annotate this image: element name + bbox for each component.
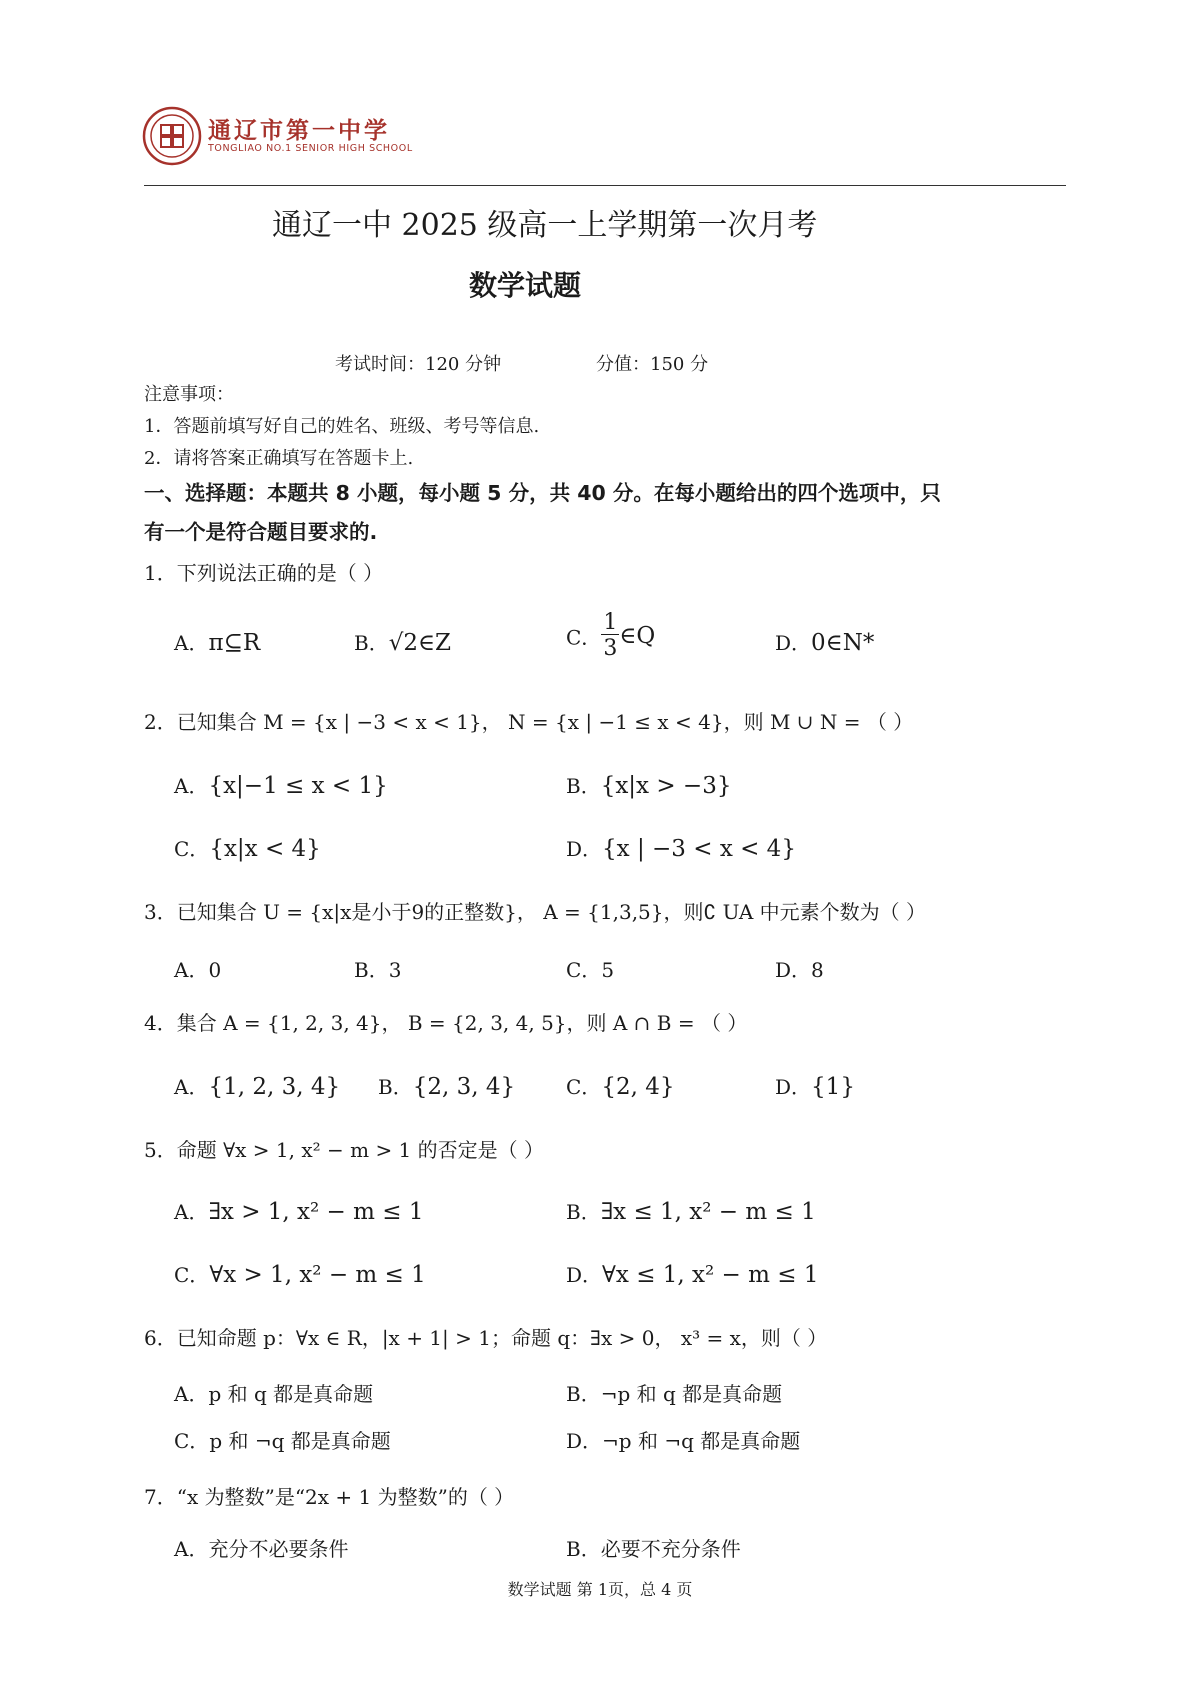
- option-label: C．: [566, 958, 602, 982]
- school-logo-icon: [142, 106, 202, 166]
- option-2d: [566, 833, 796, 862]
- option-math: {1, 2, 3, 4}: [208, 1074, 341, 1100]
- option-math: {2, 3, 4}: [412, 1074, 516, 1100]
- notes-heading: 注意事项：: [144, 384, 234, 405]
- fraction-numerator: 1: [603, 610, 618, 635]
- question-1: [144, 557, 383, 586]
- note-item: 1．答题前填写好自己的姓名、班级、考号等信息.: [144, 416, 540, 437]
- option-math: ¬p 和 ¬q 都是真命题: [602, 1429, 801, 1453]
- question-6: [144, 1322, 827, 1351]
- question-number: 6．: [144, 1326, 177, 1350]
- option-math: π⊆R: [208, 630, 261, 656]
- option-math: ¬p 和 q 都是真命题: [600, 1382, 783, 1406]
- option-4b: [378, 1071, 515, 1100]
- option-math: ∀x > 1, x² − m ≤ 1: [209, 1262, 426, 1288]
- question-text: 下列说法正确的是（ ）: [176, 561, 384, 585]
- option-math: ∈Q: [619, 623, 656, 649]
- option-label: B．: [566, 1537, 601, 1561]
- option-label: B．: [566, 1382, 601, 1406]
- question-text: 已知命题 p：∀x ∈ R，|x + 1| > 1；命题 q：∃x > 0， x³ = x，则（ ）: [176, 1326, 828, 1350]
- option-1d: [775, 627, 874, 656]
- option-6a: [174, 1378, 373, 1407]
- question-number: 3．: [144, 900, 177, 924]
- option-3b: [354, 954, 401, 983]
- option-label: D．: [775, 958, 812, 982]
- question-text: “x 为整数”是“2x + 1 为整数”的（ ）: [176, 1485, 515, 1509]
- question-text: 已知集合 U = {x|x是小于9的正整数}， A = {1,3,5}，则∁ UA 中元素个数为（ ）: [176, 900, 926, 924]
- exam-subject: 数学试题: [469, 269, 582, 302]
- option-7b: [566, 1533, 741, 1562]
- option-math: ∃x > 1, x² − m ≤ 1: [208, 1199, 424, 1225]
- question-text: 已知集合 M = {x | −3 < x < 1}， N = {x | −1 ≤ x < 4}，则 M ∪ N = （ ）: [176, 710, 914, 734]
- option-math: p 和 ¬q 都是真命题: [209, 1429, 391, 1453]
- exam-score: 分值：150 分: [596, 354, 709, 375]
- option-6d: [566, 1425, 800, 1454]
- section-heading: 一、选择题：本题共 8 小题，每小题 5 分，共 40 分。在每小题给出的四个选项中，只: [144, 481, 941, 505]
- option-label: C．: [174, 1429, 210, 1453]
- option-math: {x|−1 ≤ x < 1}: [208, 773, 388, 799]
- option-6b: [566, 1378, 782, 1407]
- option-1b: [354, 627, 451, 656]
- option-3d: [775, 954, 824, 983]
- option-math: √2∈Z: [388, 630, 451, 656]
- option-math: p 和 q 都是真命题: [208, 1382, 374, 1406]
- option-2a: [174, 770, 388, 799]
- option-label: B．: [354, 631, 389, 655]
- question-5: [144, 1134, 544, 1163]
- question-number: 1．: [144, 561, 177, 585]
- question-7: [144, 1481, 514, 1510]
- exam-title: 通辽一中 2025 级高一上学期第一次月考: [272, 208, 818, 243]
- option-math: {x|x > −3}: [600, 773, 732, 799]
- fraction-denominator: 3: [603, 636, 618, 661]
- option-math: 3: [388, 958, 402, 982]
- option-6c: [174, 1425, 391, 1454]
- option-label: B．: [378, 1075, 413, 1099]
- option-3c: [566, 954, 614, 983]
- page-footer: 数学试题 第 1页，总 4 页: [507, 1580, 693, 1599]
- header-divider: [144, 185, 1066, 186]
- option-label: D．: [775, 1075, 812, 1099]
- note-item: 2．请将答案正确填写在答题卡上.: [144, 448, 414, 469]
- question-3: [144, 896, 926, 925]
- question-number: 5．: [144, 1138, 177, 1162]
- option-math: 0: [208, 958, 222, 982]
- option-1a: [174, 627, 260, 656]
- option-2c: [174, 833, 321, 862]
- school-name-en: TONGLIAO NO.1 SENIOR HIGH SCHOOL: [208, 143, 413, 154]
- option-2b: [566, 770, 731, 799]
- option-label: B．: [566, 774, 601, 798]
- option-7a: [174, 1533, 348, 1562]
- option-label: C．: [566, 1075, 602, 1099]
- option-label: B．: [566, 1200, 601, 1224]
- option-label: C．: [566, 625, 602, 650]
- option-math: 充分不必要条件: [208, 1537, 349, 1561]
- option-math: 0∈N*: [811, 630, 875, 656]
- option-4c: [566, 1071, 674, 1100]
- option-math: 8: [811, 958, 824, 982]
- option-math: ∃x ≤ 1, x² − m ≤ 1: [600, 1199, 816, 1225]
- option-3a: [174, 954, 221, 983]
- option-label: A．: [174, 1382, 209, 1406]
- question-text: 集合 A = {1, 2, 3, 4}， B = {2, 3, 4, 5}，则 A ∩ B = （ ）: [176, 1011, 748, 1035]
- option-math: {1}: [811, 1074, 855, 1100]
- option-label: D．: [566, 1429, 603, 1453]
- question-text: 命题 ∀x > 1, x² − m > 1 的否定是（ ）: [176, 1138, 544, 1162]
- option-label: C．: [174, 1263, 210, 1287]
- option-5a: [174, 1196, 423, 1225]
- option-label: D．: [566, 1263, 603, 1287]
- option-5c: [174, 1259, 426, 1288]
- option-math: {x | −3 < x < 4}: [602, 836, 796, 862]
- option-math: ∀x ≤ 1, x² − m ≤ 1: [602, 1262, 819, 1288]
- option-5b: [566, 1196, 816, 1225]
- question-4: [144, 1007, 747, 1036]
- fraction: [601, 612, 619, 660]
- option-label: A．: [174, 1075, 209, 1099]
- question-number: 4．: [144, 1011, 177, 1035]
- school-name-cn: 通辽市第一中学: [208, 118, 390, 144]
- option-math: {x|x < 4}: [209, 836, 321, 862]
- option-label: A．: [174, 1200, 209, 1224]
- option-4d: [775, 1071, 855, 1100]
- option-label: A．: [174, 1537, 209, 1561]
- question-number: 2．: [144, 710, 177, 734]
- question-2: [144, 706, 913, 735]
- option-math: {2, 4}: [601, 1074, 675, 1100]
- option-label: A．: [174, 774, 209, 798]
- exam-time: 考试时间：120 分钟: [335, 354, 502, 375]
- option-label: D．: [566, 837, 603, 861]
- option-label: D．: [775, 631, 812, 655]
- option-1c: [566, 612, 655, 660]
- option-label: A．: [174, 631, 209, 655]
- option-label: C．: [174, 837, 210, 861]
- question-number: 7．: [144, 1485, 177, 1509]
- section-heading-cont: 有一个是符合题目要求的.: [144, 520, 378, 544]
- option-math: 必要不充分条件: [600, 1537, 741, 1561]
- option-label: A．: [174, 958, 209, 982]
- option-5d: [566, 1259, 818, 1288]
- option-4a: [174, 1071, 340, 1100]
- option-math: 5: [601, 958, 615, 982]
- option-label: B．: [354, 958, 389, 982]
